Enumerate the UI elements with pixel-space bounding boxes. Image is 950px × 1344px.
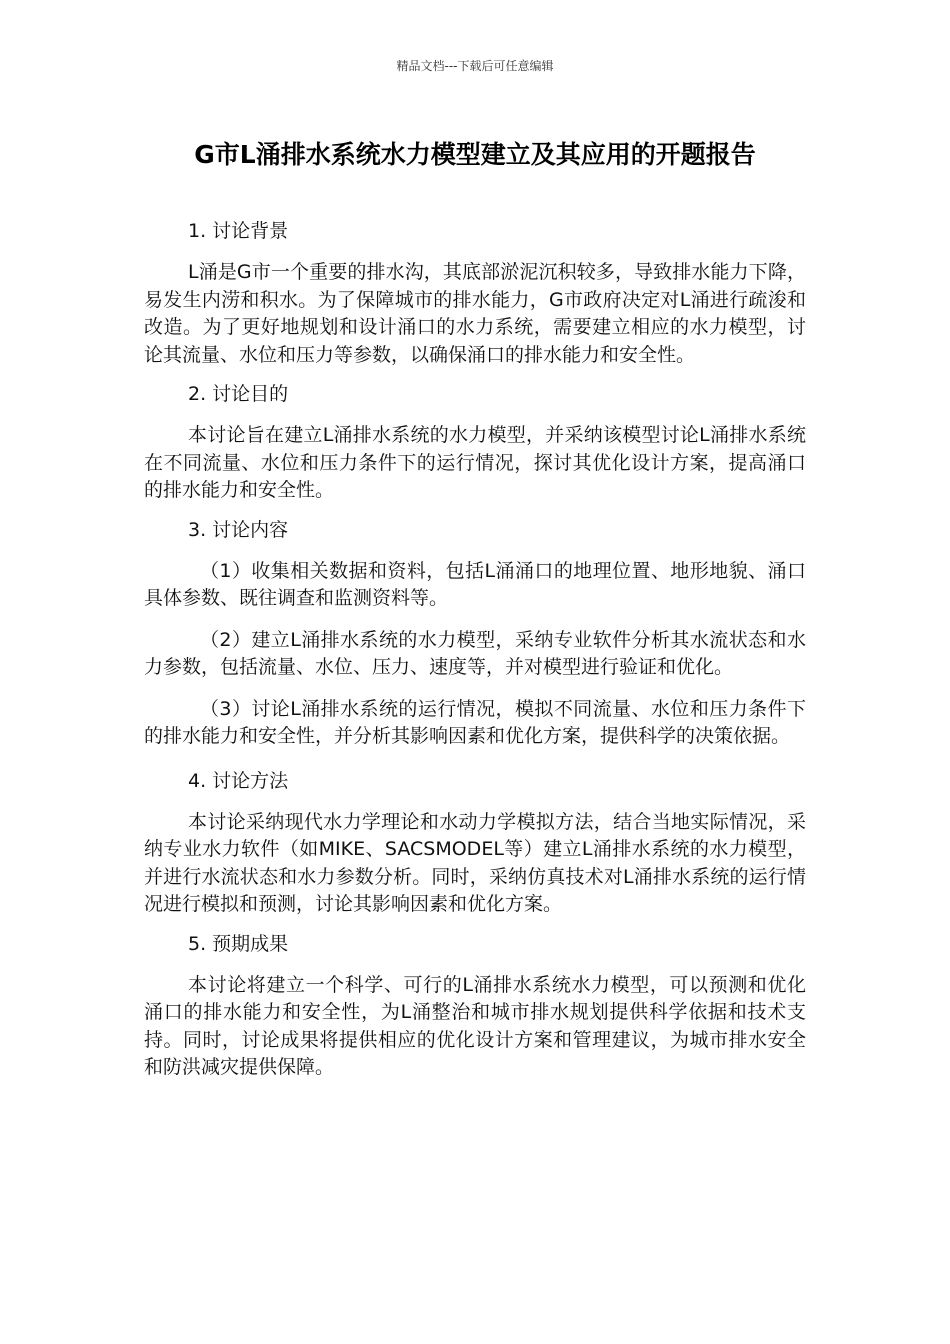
document-body [144,215,806,1091]
paragraph: 本讨论将建立一个科学、可行的L涌排水系统水力模型，可以预测和优化涌口的排水能力和安全性，为L涌整治和城市排水规划提供科学依据和技术支持。同时，讨论成果将提供相应的优化设计方案和管理建议，为城市排水安全和防洪减灾提供保障。 [144,973,806,1078]
page-header-watermark: 精品文档---下载后可任意编辑 [396,59,554,73]
paragraph: L涌是G市一个重要的排水沟，其底部淤泥沉积较多，导致排水能力下降，易发生内涝和积水。为了保障城市的排水能力，G市政府决定对L涌进行疏浚和改造。为了更好地规划和设计涌口的水力系统，需要建立相应的水力模型，讨论其流量、水位和压力等参数，以确保涌口的排水能力和安全性。 [144,261,806,366]
section-method [144,765,806,919]
section-expected-results [144,928,806,1082]
section-content [144,514,806,751]
section-heading: 1. 讨论背景 [188,220,289,242]
list-paragraph: （1）收集相关数据和资料，包括L涌涌口的地理位置、地形地貌、涌口具体参数、既往调查和监测资料等。 [144,559,806,609]
section-purpose [144,378,806,505]
list-paragraph: （2）建立L涌排水系统的水力模型，采纳专业软件分析其水流状态和水力参数，包括流量、水位、压力、速度等，并对模型进行验证和优化。 [144,628,806,678]
section-heading: 4. 讨论方法 [188,769,289,792]
section-heading: 2. 讨论目的 [188,383,289,405]
section-heading: 5. 预期成果 [188,932,289,955]
list-paragraph: （3）讨论L涌排水系统的运行情况，模拟不同流量、水位和压力条件下的排水能力和安全性，并分析其影响因素和优化方案，提供科学的决策依据。 [144,697,806,747]
document-title: G市L涌排水系统水力模型建立及其应用的开题报告 [194,140,756,169]
paragraph: 本讨论采纳现代水力学理论和水动力学模拟方法，结合当地实际情况，采纳专业水力软件（如MIKE、SACSMODEL等）建立L涌排水系统的水力模型，并进行水流状态和水力参数分析。同时，采纳仿真技术对L涌排水系统的运行情况进行模拟和预测，讨论其影响因素和优化方案。 [144,810,806,915]
paragraph: 本讨论旨在建立L涌排水系统的水力模型，并采纳该模型讨论L涌排水系统在不同流量、水位和压力条件下的运行情况，探讨其优化设计方案，提高涌口的排水能力和安全性。 [144,424,806,501]
section-background [144,215,806,369]
section-heading: 3. 讨论内容 [188,518,289,541]
